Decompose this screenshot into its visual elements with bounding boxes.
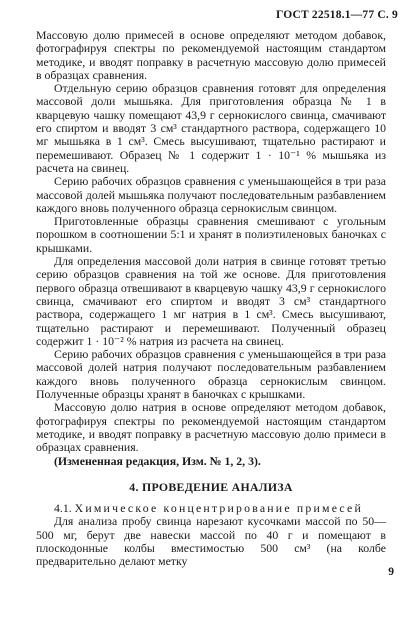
section-heading: 4. ПРОВЕДЕНИЕ АНАЛИЗА [129, 479, 293, 494]
document-header: ГОСТ 22518.1—77 С. 9 [275, 9, 398, 21]
paragraph-3: Серию рабочих образцов сравнения с уменьшающейся в три раза массовой долей мышьяка получают последовательным разбавлением каждого вновь полученного образца сернокислым свинцом. [36, 174, 386, 215]
page-number: 9 [388, 566, 394, 578]
document-body [36, 29, 386, 569]
subsection-text: Для анализа пробу свинца нарезают кусочками массой по 50—500 мг, берут две навески массой по 40 г и помещают в плоскодонные колбы вместимостью 500 см³ (на колбе предварительно делают метку [36, 514, 386, 569]
paragraph-2: Отдельную серию образцов сравнения готовят для определения массовой доли мышьяка. Для приготовления образца № 1 в кварцевую чашку помещают 43,9 г сернокислого свинца, смачивают его спиртом и вводят 3 см³ стандартного раствора, содержащего 10 мг мышьяка в 1 см³. Смесь высушивают, тщательно растирают и перемешивают. Образец № 1 содержит 1 · 10⁻¹ % мышьяка из расчета на свинец. [36, 81, 386, 175]
subsection-number: 4.1. [54, 501, 72, 516]
amendment-note: (Измененная редакция, Изм. № 1, 2, 3). [54, 453, 261, 468]
subsection-heading [36, 502, 386, 515]
paragraph-4: Приготовленные образцы сравнения смешивают с угольным порошком в соотношении 5:1 и хранят в полиэтиленовых баночках с крышками. [36, 214, 386, 255]
subsection-title: Химическое концентрирование примесей [74, 501, 363, 516]
paragraph-7: Массовую долю натрия в основе определяют методом добавок, фотографируя спектры по рекомендуемой настоящим стандартом методике, и вводят поправку в расчетную массовую долю примеси в образцах сравнения. [36, 400, 386, 455]
paragraph-5: Для определения массовой доли натрия в свинце готовят третью серию образцов сравнения на той же основе. Для приготовления первого образца отвешивают в кварцевую чашку 43,9 г сернокислого свинца, смачивают его спиртом и вводят 3 см³ стандартного раствора, содержащего 1 мг натрия в 1 см³. Смесь высушивают, тщательно растирают и перемешивают. Полученный образец содержит 1 · 10⁻² % натрия из расчета на свинец. [36, 254, 386, 348]
paragraph-6: Серию рабочих образцов сравнения с уменьшающейся в три раза массовой долей натрия получают последовательным разбавлением каждого вновь полученного образца сернокислым свинцом. Полученные образцы хранят в баночках с крышками. [36, 347, 386, 402]
paragraph-1: Массовую долю примесей в основе определяют методом добавок, фотографируя спектры по рекомендуемой настоящим стандартом методике, и вводят поправку в расчетную массовую долю примесей в образцах сравнения. [36, 28, 386, 82]
